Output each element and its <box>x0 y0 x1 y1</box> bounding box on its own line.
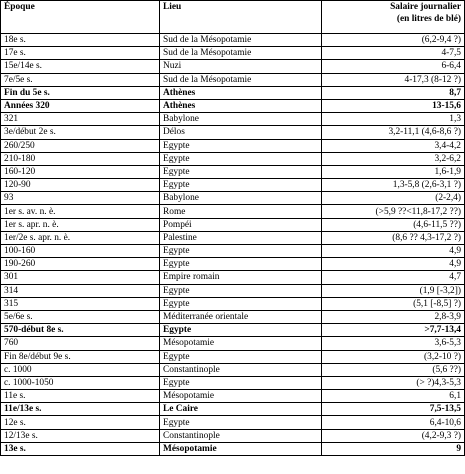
cell-lieu: Délos <box>160 126 322 139</box>
cell-epoque: 12/13e s. <box>1 429 160 442</box>
cell-lieu: Babylone <box>160 113 322 126</box>
table-row <box>1 429 465 442</box>
cell-epoque: c. 1000 <box>1 363 160 376</box>
cell-lieu: Egypte <box>160 416 322 429</box>
table-row <box>1 192 465 205</box>
cell-salaire: (5,1 [-8,5] ?) <box>322 297 465 310</box>
cell-epoque: 314 <box>1 284 160 297</box>
cell-lieu: Egypte <box>160 297 322 310</box>
cell-lieu: Egypte <box>160 324 322 337</box>
cell-lieu: Sud de la Mésopotamie <box>160 73 322 86</box>
cell-epoque: 120-90 <box>1 179 160 192</box>
cell-lieu: Egypte <box>160 245 322 258</box>
cell-epoque: 17e s. <box>1 47 160 60</box>
cell-salaire: 1,6-1,9 <box>322 165 465 178</box>
cell-salaire: >7,7-13,4 <box>322 324 465 337</box>
cell-epoque: 321 <box>1 113 160 126</box>
cell-lieu: Egypte <box>160 258 322 271</box>
table-row <box>1 376 465 389</box>
cell-epoque: Années 320 <box>1 99 160 112</box>
cell-lieu: Babylone <box>160 192 322 205</box>
table-header-row <box>1 1 465 34</box>
cell-lieu: Méditerranée orientale <box>160 310 322 323</box>
table-row <box>1 73 465 86</box>
cell-lieu: Mésopotamie <box>160 390 322 403</box>
cell-lieu: Palestine <box>160 231 322 244</box>
cell-salaire: (6,2-9,4 ?) <box>322 34 465 47</box>
cell-salaire: 4,9 <box>322 258 465 271</box>
table-body <box>1 34 465 456</box>
cell-epoque: 18e s. <box>1 34 160 47</box>
table-row <box>1 350 465 363</box>
cell-salaire: 3,4-4,2 <box>322 139 465 152</box>
header-epoque: Époque <box>1 1 160 34</box>
cell-epoque: 3e/début 2e s. <box>1 126 160 139</box>
table-row <box>1 337 465 350</box>
table-row <box>1 205 465 218</box>
table-row <box>1 258 465 271</box>
cell-salaire: (> ?)4,3-5,3 <box>322 376 465 389</box>
table-row <box>1 179 465 192</box>
cell-salaire: 3,2-11,1 (4,6-8,6 ?) <box>322 126 465 139</box>
cell-salaire: 9 <box>322 442 465 455</box>
cell-epoque: 7e/5e s. <box>1 73 160 86</box>
cell-epoque: 1er s. av. n. è. <box>1 205 160 218</box>
cell-lieu: Egypte <box>160 179 322 192</box>
header-salaire-line2: (en litres de blé) <box>396 14 461 24</box>
table-row <box>1 416 465 429</box>
cell-lieu: Egypte <box>160 350 322 363</box>
cell-salaire: (1,9 [-3,2]) <box>322 284 465 297</box>
cell-lieu: Constantinople <box>160 429 322 442</box>
cell-salaire: 1,3 <box>322 113 465 126</box>
table-row <box>1 297 465 310</box>
table-row <box>1 165 465 178</box>
cell-epoque: 5e/6e s. <box>1 310 160 323</box>
table-row <box>1 284 465 297</box>
cell-epoque: 13e s. <box>1 442 160 455</box>
header-lieu: Lieu <box>160 1 322 34</box>
cell-lieu: Constantinople <box>160 363 322 376</box>
table-row <box>1 139 465 152</box>
cell-epoque: 301 <box>1 271 160 284</box>
cell-epoque: 1er s. apr. n. è. <box>1 218 160 231</box>
cell-salaire: (4,6-11,5 ??) <box>322 218 465 231</box>
cell-salaire: (4,2-9,3 ?) <box>322 429 465 442</box>
table-row <box>1 60 465 73</box>
cell-lieu: Egypte <box>160 139 322 152</box>
cell-lieu: Athènes <box>160 99 322 112</box>
cell-lieu: Rome <box>160 205 322 218</box>
cell-lieu: Pompéi <box>160 218 322 231</box>
cell-lieu: Egypte <box>160 165 322 178</box>
cell-lieu: Egypte <box>160 152 322 165</box>
cell-salaire: 7,5-13,5 <box>322 403 465 416</box>
table-row <box>1 363 465 376</box>
table-row <box>1 113 465 126</box>
header-salaire-line1: Salaire journalier <box>390 2 461 12</box>
cell-lieu: Nuzi <box>160 60 322 73</box>
table-row <box>1 310 465 323</box>
cell-salaire: 4,9 <box>322 245 465 258</box>
cell-salaire: 8,7 <box>322 86 465 99</box>
cell-epoque: 315 <box>1 297 160 310</box>
cell-epoque: Fin du 5e s. <box>1 86 160 99</box>
cell-epoque: 760 <box>1 337 160 350</box>
cell-epoque: 100-160 <box>1 245 160 258</box>
table-row <box>1 126 465 139</box>
cell-epoque: 11e/13e s. <box>1 403 160 416</box>
cell-salaire: (3,2-10 ?) <box>322 350 465 363</box>
cell-lieu: Le Caire <box>160 403 322 416</box>
cell-lieu: Empire romain <box>160 271 322 284</box>
cell-salaire: 2,8-3,9 <box>322 310 465 323</box>
cell-epoque: 260/250 <box>1 139 160 152</box>
cell-epoque: 160-120 <box>1 165 160 178</box>
cell-lieu: Sud de la Mésopotamie <box>160 47 322 60</box>
cell-salaire: 6,1 <box>322 390 465 403</box>
table-row <box>1 47 465 60</box>
cell-epoque: 570-début 8e s. <box>1 324 160 337</box>
cell-salaire: 3,2-6,2 <box>322 152 465 165</box>
cell-lieu: Egypte <box>160 284 322 297</box>
cell-epoque: 12e s. <box>1 416 160 429</box>
cell-salaire: 3,6-5,3 <box>322 337 465 350</box>
cell-epoque: 15e/14e s. <box>1 60 160 73</box>
cell-lieu: Mésopotamie <box>160 442 322 455</box>
table-row <box>1 34 465 47</box>
cell-salaire: 4,7 <box>322 271 465 284</box>
cell-epoque: c. 1000-1050 <box>1 376 160 389</box>
cell-lieu: Mésopotamie <box>160 337 322 350</box>
cell-epoque: 190-260 <box>1 258 160 271</box>
table-row <box>1 442 465 455</box>
cell-lieu: Athènes <box>160 86 322 99</box>
cell-epoque: 11e s. <box>1 390 160 403</box>
table-row <box>1 271 465 284</box>
cell-epoque: 1er/2e s. apr. n. è. <box>1 231 160 244</box>
table-row <box>1 231 465 244</box>
cell-epoque: Fin 8e/début 9e s. <box>1 350 160 363</box>
cell-epoque: 93 <box>1 192 160 205</box>
cell-epoque: 210-180 <box>1 152 160 165</box>
table-row <box>1 324 465 337</box>
cell-lieu: Egypte <box>160 376 322 389</box>
table-row <box>1 86 465 99</box>
table-row <box>1 390 465 403</box>
header-salaire <box>322 1 465 34</box>
cell-salaire: 13-15,6 <box>322 99 465 112</box>
cell-salaire: 1,3-5,8 (2,6-3,1 ?) <box>322 179 465 192</box>
cell-salaire: 6-6,4 <box>322 60 465 73</box>
cell-salaire: 4-7,5 <box>322 47 465 60</box>
table-row <box>1 218 465 231</box>
table-row <box>1 99 465 112</box>
table-row <box>1 245 465 258</box>
cell-salaire: (>5,9 ??<11,8-17,2 ??) <box>322 205 465 218</box>
cell-salaire: (5,6 ??) <box>322 363 465 376</box>
cell-salaire: (2-2,4) <box>322 192 465 205</box>
cell-lieu: Sud de la Mésopotamie <box>160 34 322 47</box>
table-row <box>1 152 465 165</box>
cell-salaire: 6,4-10,6 <box>322 416 465 429</box>
table-row <box>1 403 465 416</box>
cell-salaire: 4-17,3 (8-12 ?) <box>322 73 465 86</box>
cell-salaire: (8,6 ?? 4,3-17,2 ?) <box>322 231 465 244</box>
